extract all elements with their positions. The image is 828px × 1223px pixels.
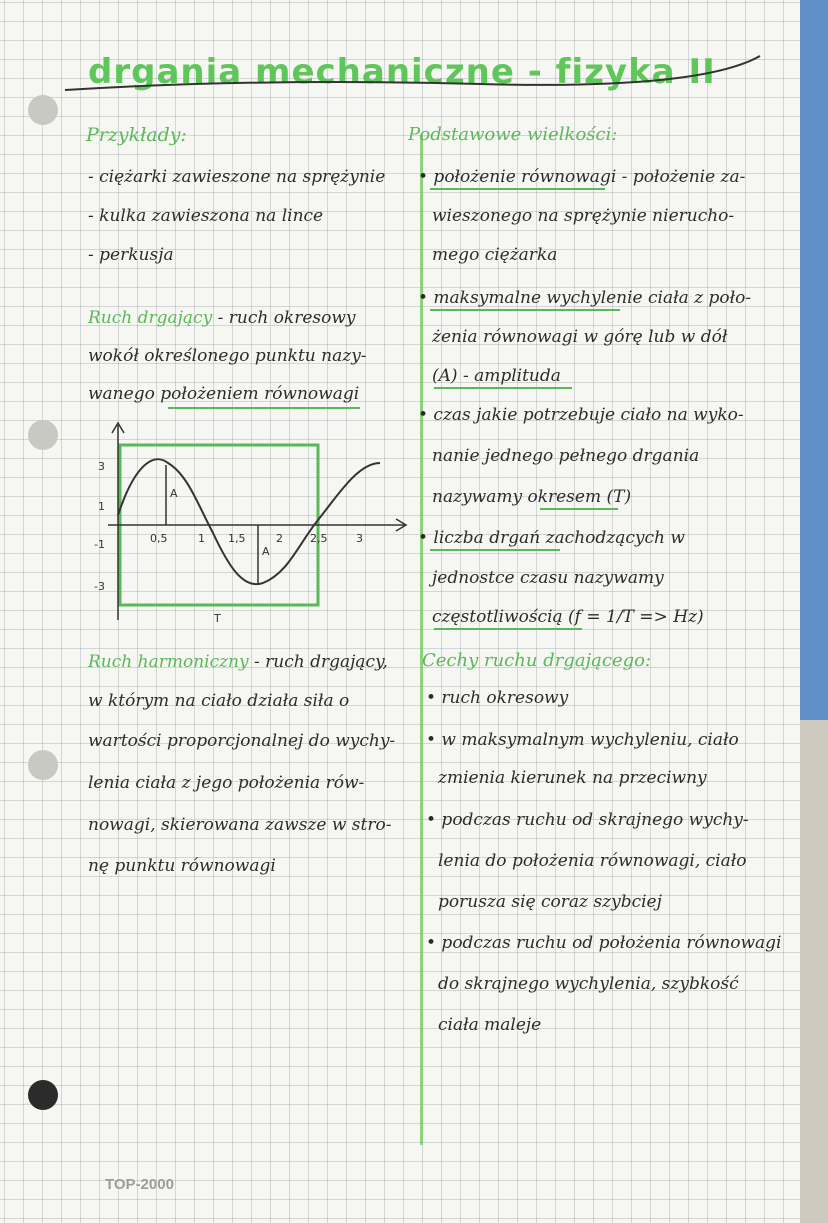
oscillating-text: - ruch okresowy bbox=[212, 308, 356, 328]
y-tick-label: 3 bbox=[98, 460, 105, 473]
title-strike bbox=[60, 50, 770, 100]
harmonic-definition-line: w którym na ciało działa siła o bbox=[88, 691, 350, 711]
quantity-line: wieszonego na sprężynie nierucho- bbox=[432, 206, 735, 226]
x-tick-label: 1 bbox=[198, 532, 205, 545]
column-divider bbox=[420, 135, 423, 1145]
harmonic-text: - ruch drgający, bbox=[248, 652, 388, 672]
oscillating-term: Ruch drgający bbox=[88, 308, 213, 328]
oscillation-graph bbox=[88, 415, 413, 630]
quantity-line: • maksymalne wychylenie ciała z poło- bbox=[418, 288, 752, 308]
feature-line: • podczas ruchu od położenia równowagi bbox=[426, 933, 782, 953]
quantity-line: • liczba drgań zachodzących w bbox=[418, 528, 685, 548]
quantity-line: (A) - amplituda bbox=[432, 366, 561, 386]
x-tick-label: 3 bbox=[356, 532, 363, 545]
feature-line: zmienia kierunek na przeciwny bbox=[438, 768, 707, 788]
oscillating-definition-line: wanego położeniem równowagi bbox=[88, 384, 360, 404]
harmonic-definition-line: wartości proporcjonalnej do wychy- bbox=[88, 731, 396, 751]
term-underline bbox=[430, 549, 560, 551]
amplitude-label: A bbox=[262, 545, 270, 558]
page-title: drgania mechaniczne - fizyka II bbox=[88, 52, 716, 92]
quantity-line: • czas jakie potrzebuje ciało na wyko- bbox=[418, 405, 744, 425]
punch-hole bbox=[28, 750, 58, 780]
oscillating-definition-line: wokół określonego punktu nazy- bbox=[88, 346, 367, 366]
example-item: - perkusja bbox=[88, 245, 174, 265]
quantity-line: częstotliwością (f = 1/T => Hz) bbox=[432, 607, 704, 627]
quantity-line: nazywamy okresem (T) bbox=[432, 487, 632, 507]
term-underline bbox=[434, 628, 582, 630]
feature-line: lenia do położenia równowagi, ciało bbox=[438, 851, 747, 871]
features-heading: Cechy ruchu drgającego: bbox=[422, 650, 652, 671]
quantity-line: • położenie równowagi - położenie za- bbox=[418, 167, 746, 187]
term-underline bbox=[430, 188, 605, 190]
example-item: - kulka zawieszona na lince bbox=[88, 206, 324, 226]
x-tick-label: 1,5 bbox=[228, 532, 246, 545]
oscillating-definition-line bbox=[88, 308, 356, 328]
harmonic-definition-line: nowagi, skierowana zawsze w stro- bbox=[88, 815, 392, 835]
example-item: - ciężarki zawieszone na sprężynie bbox=[88, 167, 386, 187]
y-tick-label: -1 bbox=[94, 538, 105, 551]
feature-line: ciała maleje bbox=[438, 1015, 542, 1035]
harmonic-definition-line bbox=[88, 652, 388, 672]
binder-edge bbox=[800, 720, 828, 1223]
feature-line: do skrajnego wychylenia, szybkość bbox=[438, 974, 739, 994]
quantity-line: nanie jednego pełnego drgania bbox=[432, 446, 700, 466]
x-tick-label: 2 bbox=[276, 532, 283, 545]
harmonic-term: Ruch harmoniczny bbox=[88, 652, 249, 672]
punch-hole bbox=[28, 1080, 58, 1110]
feature-line: • podczas ruchu od skrajnego wychy- bbox=[426, 810, 749, 830]
amplitude-label: A bbox=[170, 487, 178, 500]
term-underline bbox=[434, 387, 572, 389]
feature-line: • w maksymalnym wychyleniu, ciało bbox=[426, 730, 739, 750]
feature-line: porusza się coraz szybciej bbox=[438, 892, 662, 912]
punch-hole bbox=[28, 95, 58, 125]
period-label: T bbox=[214, 612, 221, 625]
feature-line: • ruch okresowy bbox=[426, 688, 569, 708]
punch-hole bbox=[28, 420, 58, 450]
examples-heading: Przykłady: bbox=[86, 124, 187, 146]
equilibrium-underline bbox=[168, 407, 360, 409]
term-underline bbox=[430, 309, 620, 311]
harmonic-definition-line: lenia ciała z jego położenia rów- bbox=[88, 773, 365, 793]
quantity-line: żenia równowagi w górę lub w dół bbox=[432, 327, 728, 347]
notebook-brand: TOP-2000 bbox=[105, 1176, 174, 1193]
x-tick-label: 2,5 bbox=[310, 532, 328, 545]
x-tick-label: 0,5 bbox=[150, 532, 168, 545]
term-underline bbox=[540, 508, 618, 510]
quantities-heading: Podstawowe wielkości: bbox=[408, 124, 618, 145]
sine-wave bbox=[118, 459, 380, 584]
harmonic-definition-line: nę punktu równowagi bbox=[88, 856, 276, 876]
y-tick-label: -3 bbox=[94, 580, 105, 593]
quantity-line: jednostce czasu nazywamy bbox=[432, 568, 664, 588]
quantity-line: mego ciężarka bbox=[432, 245, 558, 265]
y-tick-label: 1 bbox=[98, 500, 105, 513]
